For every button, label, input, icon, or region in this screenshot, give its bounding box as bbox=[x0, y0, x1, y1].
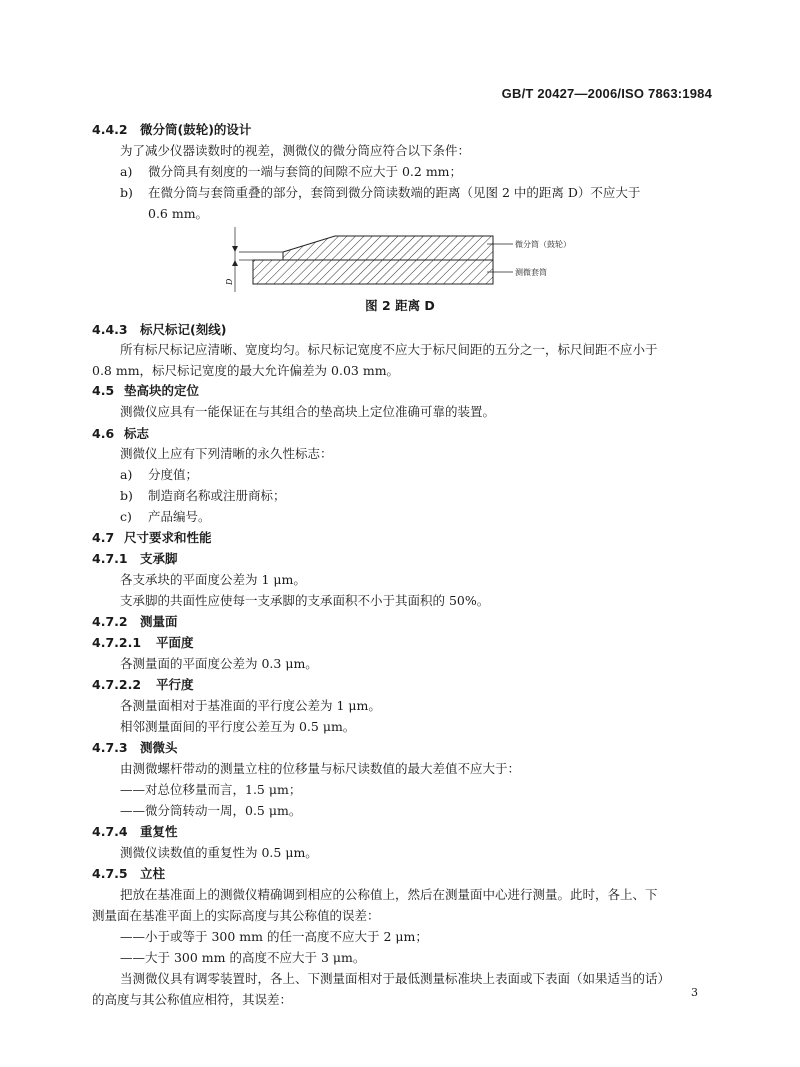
heading-4-7-4 bbox=[92, 823, 178, 841]
section-title: 重复性 bbox=[140, 824, 178, 839]
section-number: 4.7.5 bbox=[92, 866, 128, 881]
section-title: 标尺标记(刻线) bbox=[140, 322, 227, 337]
section-number: 4.7.2.1 bbox=[92, 635, 142, 650]
list-text: 在微分筒与套筒重叠的部分，套筒到微分筒读数端的距离（见图 2 中的距离 D）不应大于 bbox=[148, 185, 641, 200]
paragraph-continued: 的高度与其公称值应相符，其误差： bbox=[92, 992, 293, 1007]
paragraph: 测微仪应具有一能保证在与其组合的垫高块上定位准确可靠的装置。 bbox=[120, 404, 496, 419]
paragraph: 各支承块的平面度公差为 1 μm。 bbox=[120, 572, 306, 587]
paragraph-continued: 测量面在基准平面上的实际高度与其公称值的误差： bbox=[92, 908, 380, 923]
page-number: 3 bbox=[691, 986, 698, 999]
list-item-b bbox=[120, 184, 640, 202]
section-title: 微分筒(鼓轮)的设计 bbox=[140, 122, 252, 137]
standard-number-header: GB/T 20427—2006/ISO 7863:1984 bbox=[501, 86, 712, 101]
figure-2-drawing bbox=[225, 222, 571, 297]
section-number: 4.7.3 bbox=[92, 740, 128, 755]
section-title: 标志 bbox=[124, 426, 150, 441]
section-number: 4.4.3 bbox=[92, 322, 128, 337]
paragraph: 测微仪上应有下列清晰的永久性标志： bbox=[120, 446, 333, 461]
section-title: 测量面 bbox=[140, 614, 178, 629]
section-title: 支承脚 bbox=[140, 551, 178, 566]
section-number: 4.4.2 bbox=[92, 122, 128, 137]
paragraph: 支承脚的共面性应使每一支承脚的支承面积不小于其面积的 50%。 bbox=[120, 593, 490, 608]
sleeve-label: 测微套筒 bbox=[515, 268, 547, 277]
section-number: 4.7 bbox=[92, 530, 115, 545]
paragraph: 各测量面的平面度公差为 0.3 μm。 bbox=[120, 656, 318, 671]
heading-4-7 bbox=[92, 529, 212, 547]
heading-4-7-2-1 bbox=[92, 634, 194, 652]
thimble-label: 微分筒（鼓轮） bbox=[515, 240, 571, 249]
dash-item: ——小于或等于 300 mm 的任一高度不应大于 2 μm； bbox=[120, 929, 428, 944]
section-number: 4.5 bbox=[92, 383, 115, 398]
section-title: 平行度 bbox=[156, 677, 194, 692]
paragraph: 为了减少仪器读数时的视差，测微仪的微分筒应符合以下条件： bbox=[120, 143, 471, 158]
section-title: 垫高块的定位 bbox=[124, 383, 200, 398]
list-text: 制造商名称或注册商标； bbox=[148, 488, 286, 503]
paragraph: 所有标尺标记应清晰、宽度均匀。标尺标记宽度不应大于标尺间距的五分之一，标尺间距不应小于 bbox=[120, 342, 658, 357]
heading-4-7-1 bbox=[92, 550, 178, 568]
heading-4-4-2 bbox=[92, 121, 251, 139]
heading-4-7-5 bbox=[92, 865, 165, 883]
list-item-a bbox=[120, 466, 198, 484]
heading-4-6 bbox=[92, 425, 149, 443]
heading-4-5 bbox=[92, 382, 199, 400]
section-number: 4.7.4 bbox=[92, 824, 128, 839]
section-number: 4.7.2.2 bbox=[92, 677, 142, 692]
list-marker: b) bbox=[120, 185, 133, 200]
list-item-b bbox=[120, 487, 286, 505]
paragraph: 相邻测量面间的平行度公差互为 0.5 μm。 bbox=[120, 719, 356, 734]
list-text: 产品编号。 bbox=[148, 509, 211, 524]
heading-4-4-3 bbox=[92, 321, 226, 339]
section-number: 4.6 bbox=[92, 426, 115, 441]
figure-caption: 图 2 距离 D bbox=[365, 298, 435, 313]
heading-4-7-3 bbox=[92, 739, 178, 757]
paragraph: 各测量面相对于基准面的平行度公差为 1 μm。 bbox=[120, 698, 381, 713]
list-marker: c) bbox=[120, 509, 132, 524]
sleeve-section bbox=[253, 260, 493, 284]
list-text: 微分筒具有刻度的一端与套筒的间隙不应大于 0.2 mm； bbox=[148, 164, 463, 179]
section-title: 测微头 bbox=[140, 740, 178, 755]
list-item-c bbox=[120, 508, 211, 526]
dash-item: ——大于 300 mm 的高度不应大于 3 μm。 bbox=[120, 950, 366, 965]
heading-4-7-2 bbox=[92, 613, 178, 631]
section-title: 平面度 bbox=[156, 635, 194, 650]
paragraph: 当测微仪具有调零装置时，各上、下测量面相对于最低测量标准块上表面或下表面（如果适当的话） bbox=[120, 971, 671, 986]
list-item-a bbox=[120, 163, 462, 181]
paragraph: 由测微螺杆带动的测量立柱的位移量与标尺读数值的最大差值不应大于： bbox=[120, 761, 521, 776]
dash-item: ——对总位移量而言，1.5 μm； bbox=[120, 782, 302, 797]
list-text-continued: 0.6 mm。 bbox=[148, 206, 209, 221]
list-marker: a) bbox=[120, 164, 133, 179]
section-number: 4.7.2 bbox=[92, 614, 128, 629]
dimension-d-label: D bbox=[225, 278, 234, 285]
section-title: 立柱 bbox=[140, 866, 166, 881]
dash-item: ——微分筒转动一周，0.5 μm。 bbox=[120, 803, 302, 818]
paragraph-continued: 0.8 mm，标尺标记宽度的最大允许偏差为 0.03 mm。 bbox=[92, 363, 400, 378]
thimble-section bbox=[283, 236, 493, 260]
paragraph: 把放在基准面上的测微仪精确调到相应的公称值上，然后在测量面中心进行测量。此时，各上、下 bbox=[120, 887, 658, 902]
section-number: 4.7.1 bbox=[92, 551, 128, 566]
list-marker: a) bbox=[120, 467, 133, 482]
paragraph: 测微仪读数值的重复性为 0.5 μm。 bbox=[120, 845, 318, 860]
list-marker: b) bbox=[120, 488, 133, 503]
section-title: 尺寸要求和性能 bbox=[124, 530, 212, 545]
list-text: 分度值； bbox=[148, 467, 199, 482]
heading-4-7-2-2 bbox=[92, 676, 194, 694]
